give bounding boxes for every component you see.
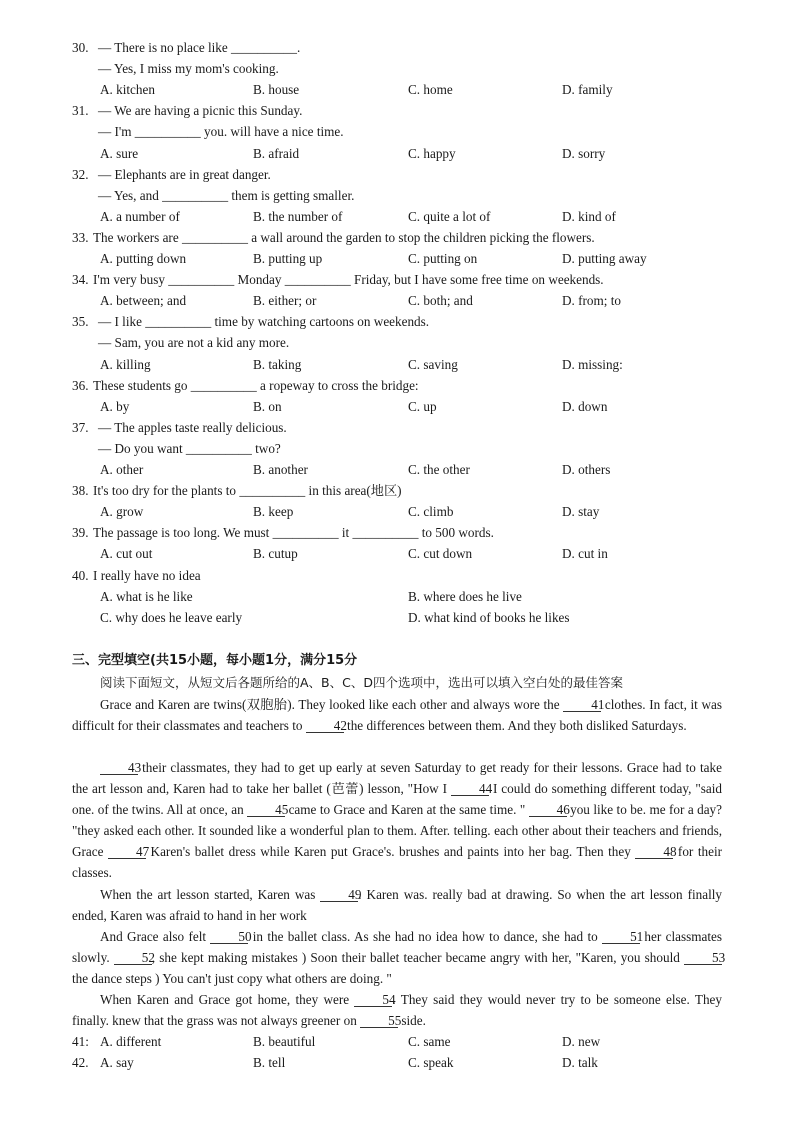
answer-option: D. cut in	[562, 546, 608, 562]
question-stem: The workers are __________ a wall around the garden to stop the children picking the flowers.	[93, 229, 595, 245]
passage-text: their classmates, they had to get up early at seven Saturday to get ready for their lessons. Grace had to take the art lesson and, Karen had to take her ballet (芭蕾) lesson, "How I	[72, 760, 722, 797]
answer-option: A. sure	[100, 145, 139, 161]
question-stem: I really have no idea	[93, 567, 201, 583]
passage-text: the differences between them. And they both disliked Saturdays.	[343, 718, 687, 734]
answer-option: C. why does he leave early	[100, 609, 243, 625]
answer-option: A. grow	[100, 504, 144, 520]
answer-option: B. tell	[253, 1055, 286, 1071]
question-number: 38.	[72, 483, 89, 499]
answer-option: B. keep	[253, 504, 294, 520]
question-number: 30.	[72, 40, 89, 55]
question-number: 31.	[72, 103, 89, 119]
question-stem: — Do you want __________ two?	[98, 440, 281, 456]
question-stem: — I'm __________ you. will have a nice time.	[98, 124, 344, 140]
answer-option: B. on	[253, 398, 282, 414]
passage-text: you like to be. me for a day? "they asked each other. It sounded like a wonderful plan to them. After. telling. each other about their teachers and friends, Grace	[72, 802, 723, 860]
answer-option: D. putting away	[562, 251, 647, 266]
blank-55: 55	[360, 1014, 398, 1028]
answer-option: B. beautiful	[253, 1034, 316, 1049]
question-stem: The passage is too long. We must __________ it __________ to 500 words.	[93, 525, 494, 541]
answer-option: D. kind of	[562, 208, 616, 224]
answer-option: C. both; and	[408, 293, 473, 309]
passage-text: When Karen and Grace got home, they were	[100, 992, 355, 1007]
answer-option: B. where does he live	[408, 588, 522, 604]
answer-option: B. either; or	[253, 293, 317, 309]
answer-option: D. sorry	[562, 145, 606, 161]
blank-49: 49	[320, 888, 358, 902]
answer-option: A. by	[100, 398, 130, 414]
answer-option: B. another	[253, 462, 308, 477]
passage-text: in the ballet class. As she had no idea how to dance, she had to	[248, 929, 603, 944]
question-stem: — Sam, you are not a kid any more.	[98, 335, 290, 351]
blank-45: 45	[247, 803, 285, 817]
answer-option: D. new	[562, 1034, 601, 1049]
question-number: 39.	[72, 525, 89, 541]
answer-option: C. speak	[408, 1055, 454, 1071]
passage-text: came to Grace and Karen at the same time. "	[285, 802, 529, 818]
blank-44: 44	[451, 782, 489, 796]
blank-48: 48	[635, 845, 673, 859]
answer-option: A. between; and	[100, 293, 187, 309]
answer-option: A. a number of	[100, 208, 180, 224]
passage-text: for their classes.	[72, 844, 722, 881]
passage-text: , she kept making mistakes ) Soon their ballet teacher became angry with her, "Karen, you should	[151, 950, 684, 966]
question-stem: — We are having a picnic this Sunday.	[98, 103, 303, 119]
answer-option: A. say	[100, 1055, 134, 1071]
question-stem: — I like __________ time by watching cartoons on weekends.	[98, 314, 430, 330]
question-number: 37.	[72, 419, 89, 435]
question-stem: I'm very busy __________ Monday __________ Friday, but I have some free time on weekends.	[93, 272, 604, 288]
answer-option: B. house	[253, 82, 300, 98]
passage-text: . They said they would never try to be someone else. They finally. knew that the grass was not always greener on	[72, 992, 722, 1029]
question-stem: — Yes, I miss my mom's cooking.	[98, 61, 279, 77]
question-number: 33.	[72, 229, 89, 245]
blank-43: 43	[100, 761, 138, 775]
passage-text: . Karen was. really bad at drawing. So when the art lesson finally ended, Karen was afraid to hand in her work	[72, 887, 722, 924]
answer-option: A. cut out	[100, 546, 153, 562]
answer-option: C. the other	[408, 462, 470, 477]
answer-option: C. same	[408, 1034, 451, 1049]
passage-text: And Grace also felt	[100, 929, 211, 944]
blank-50: 50	[210, 930, 248, 944]
answer-option: D. stay	[562, 504, 600, 520]
answer-option: C. putting on	[408, 251, 478, 266]
section-instruction: 阅读下面短文，从短文后各题所给的A、B、C、D四个选项中，选出可以填入空白处的最佳答案	[100, 675, 623, 690]
passage-text: clothes. In fact, it was difficult for their classmates and teachers to	[72, 697, 722, 734]
passage-text: her classmates slowly.	[72, 929, 722, 966]
blank-47: 47	[108, 845, 146, 859]
answer-option: A. putting down	[100, 251, 187, 266]
section-heading: 三、完型填空(共15小题，每小题1分，满分15分	[72, 653, 358, 668]
answer-option: C. home	[408, 82, 453, 98]
answer-option: C. climb	[408, 504, 454, 520]
passage-paragraph	[72, 989, 722, 1031]
blank-41: 41	[563, 698, 601, 712]
answer-number: 41:	[72, 1034, 89, 1049]
blank-54: 54	[354, 993, 392, 1007]
question-number: 40.	[72, 567, 89, 583]
answer-option: D. what kind of books he likes	[408, 609, 570, 625]
question-stem: These students go __________ a ropeway to cross the bridge:	[93, 377, 419, 393]
passage-paragraph	[72, 694, 722, 736]
answer-option: D. talk	[562, 1055, 598, 1071]
answer-option: B. cutup	[253, 546, 298, 562]
answer-option: C. happy	[408, 145, 456, 161]
answer-option: B. taking	[253, 356, 302, 372]
question-stem: — Yes, and __________ them is getting smaller.	[98, 187, 355, 203]
blank-46: 46	[529, 803, 567, 817]
answer-option: B. putting up	[253, 251, 323, 266]
passage-text: side.	[398, 1013, 426, 1029]
passage-paragraph	[72, 926, 726, 989]
answer-option: A. what is he like	[100, 588, 193, 604]
passage-paragraph	[72, 757, 722, 884]
blank-51: 51	[602, 930, 640, 944]
answer-number: 42.	[72, 1055, 89, 1071]
answer-option: A. killing	[100, 356, 151, 372]
answer-option: A. other	[100, 462, 144, 477]
answer-option: C. saving	[408, 356, 458, 372]
answer-option: A. kitchen	[100, 82, 155, 98]
answer-option: B. the number of	[253, 208, 343, 224]
blank-53: 53	[684, 951, 722, 965]
answer-option: C. up	[408, 398, 437, 414]
passage-text: Grace and Karen are twins(双胞胎). They looked like each other and always wore the	[100, 697, 564, 712]
answer-option: D. from; to	[562, 293, 621, 309]
answer-option: C. quite a lot of	[408, 208, 491, 224]
answer-option: B. afraid	[253, 145, 300, 161]
question-number: 32.	[72, 166, 89, 182]
question-stem: — The apples taste really delicious.	[98, 419, 287, 435]
passage-text: Karen's ballet dress while Karen put Grace's. brushes and paints into her bag. Then they	[146, 844, 636, 860]
answer-option: D. missing:	[562, 356, 623, 372]
answer-option: A. different	[100, 1034, 162, 1049]
question-stem: — There is no place like __________.	[98, 40, 301, 55]
blank-42: 42	[306, 719, 344, 733]
answer-option: D. others	[562, 462, 611, 477]
question-number: 34.	[72, 272, 89, 288]
answer-option: C. cut down	[408, 546, 473, 562]
passage-text: I could do something different today, "said one. of the twins. All at once, an	[72, 781, 722, 818]
passage-text: When the art lesson started, Karen was	[100, 887, 321, 902]
answer-option: D. down	[562, 398, 608, 414]
question-number: 35.	[72, 314, 89, 330]
passage-paragraph	[72, 884, 722, 926]
question-stem: — Elephants are in great danger.	[98, 166, 271, 182]
passage-text: the dance steps ) You can't just copy what others are doing. "	[72, 971, 392, 987]
question-number: 36.	[72, 377, 89, 393]
blank-52: 52	[114, 951, 152, 965]
answer-option: D. family	[562, 82, 613, 98]
question-stem: It's too dry for the plants to __________ in this area(地区)	[93, 483, 402, 499]
